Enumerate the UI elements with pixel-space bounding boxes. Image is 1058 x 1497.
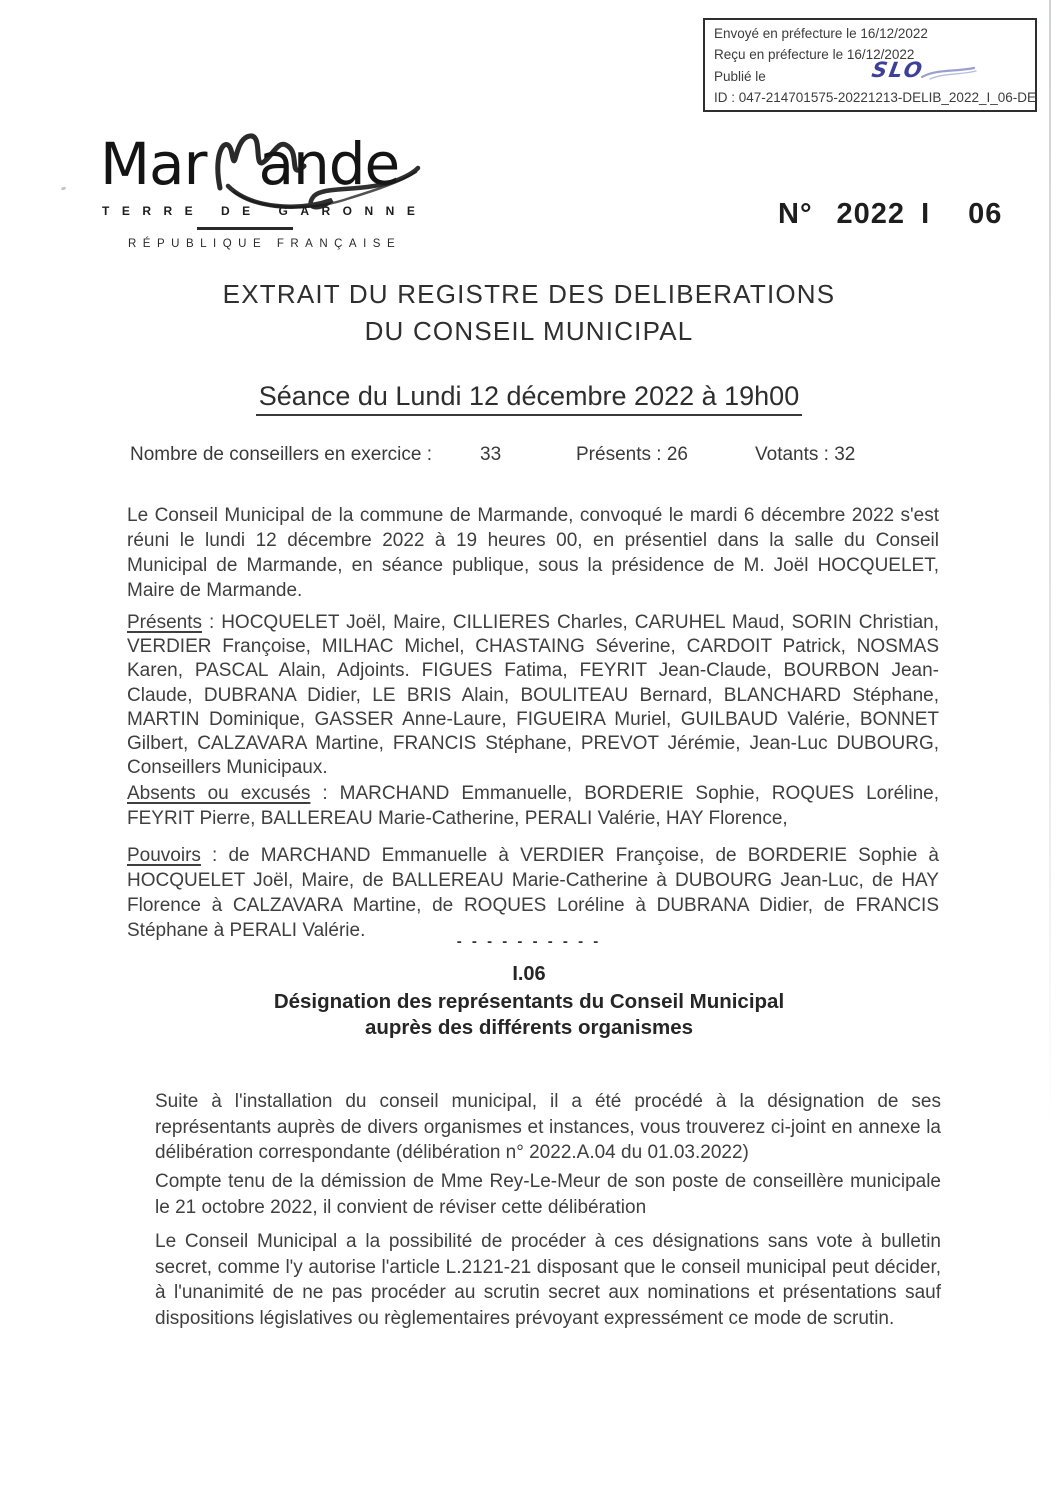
marmande-logo-name [100, 126, 430, 198]
presents-list: : HOCQUELET Joël, Maire, CILLIERES Charles, CARUHEL Maud, SORIN Christian, VERDIER Françoise, MILHAC Michel, CHASTAING Séverine, CARDOIT Patrick, NOSMAS Karen, PASCAL Alain, Adjoints. FIGUES Fatima, FEYRIT Jean-Claude, BOURBON Jean-Claude, DUBRANA Didier, LE BRIS Alain, BOULITEAU Bernard, BLANCHARD Stéphane, MARTIN Dominique, GASSER Anne-Laure, FIGUEIRA Muriel, GUILBAUD Valérie, BONNET Gilbert, CALZAVARA Martine, FRANCIS Stéphane, PREVOT Jérémie, Jean-Luc DUBOURG, Conseillers Municipaux. [127, 612, 939, 779]
section-code: I.06 [512, 963, 546, 985]
dashed-separator: - - - - - - - - - - [456, 933, 602, 950]
logo-republic: RÉPUBLIQUE FRANÇAISE [128, 238, 402, 250]
intro-paragraph: Le Conseil Municipal de la commune de Marmande, convoqué le mardi 6 décembre 2022 s'est réuni le lundi 12 décembre 2022 à 19 heures 00, en présentiel dans la salle du Conseil Municipal de Marmande, en séance publique, sous la présidence de M. Joël HOCQUELET, Maire de Marmande. [127, 505, 939, 601]
absents-list: : MARCHAND Emmanuelle, BORDERIE Sophie, ROQUES Loréline, FEYRIT Pierre, BALLEREAU Marie-Catherine, PERALI Valérie, HAY Florence, [127, 783, 939, 829]
title-line-2: DU CONSEIL MUNICIPAL [364, 316, 694, 346]
absents-paragraph [127, 781, 939, 831]
scan-edge-artifact [1049, 0, 1051, 1130]
stamp-id-line: ID : 047-214701575-20221213-DELIB_2022_I_06-DE [714, 89, 1036, 105]
section-heading-line-1: Désignation des représentants du Conseil Municipal [273, 990, 785, 1013]
pouvoirs-paragraph [127, 843, 939, 943]
marmande-logo [100, 126, 430, 261]
logo-name-suffix: ande [258, 130, 400, 198]
logo-divider [197, 227, 293, 230]
doc-number-year: 2022 [836, 198, 906, 230]
title-line-1: EXTRAIT DU REGISTRE DES DELIBERATIONS [222, 279, 836, 309]
counsellors-value: 33 [480, 444, 502, 465]
absents-label: Absents ou excusés [127, 783, 311, 804]
doc-number-prefix: N° [778, 198, 813, 230]
doc-number-roman: I [921, 198, 931, 230]
slo-logo-text: SLO [869, 58, 926, 83]
document-title [0, 276, 1058, 350]
presents-count: Présents : 26 [576, 444, 688, 465]
votants-count: Votants : 32 [755, 444, 856, 465]
counsellors-label: Nombre de conseillers en exercice : [130, 444, 433, 465]
stamp-received-line: Reçu en préfecture le 16/12/2022 [714, 47, 915, 63]
slo-logo [869, 58, 978, 83]
doc-number-num: 06 [968, 198, 1003, 230]
pouvoirs-list: : de MARCHAND Emmanuelle à VERDIER Françoise, de BORDERIE Sophie à HOCQUELET Joël, Maire, de BALLEREAU Marie-Catherine à DUBOURG Jean-Luc, de HAY Florence à CALZAVARA Martine, de ROQUES Loréline à DUBRANA Didier, de FRANCIS Stéphane à PERALI Valérie. [127, 845, 939, 941]
slo-swoosh-icon [920, 66, 978, 82]
scan-dot-artifact [61, 186, 67, 191]
prefecture-stamp [703, 18, 1037, 112]
deliberation-number [778, 198, 1002, 231]
session-heading-text: Séance du Lundi 12 décembre 2022 à 19h00 [256, 381, 802, 416]
section-paragraph: Suite à l'installation du conseil municipal, il a été procédé à la désignation de ses représentants auprès de divers organismes et instances, vous trouverez ci-joint en annexe la délibération correspondante (délibération n° 2022.A.04 du 01.03.2022) [155, 1091, 941, 1163]
stamp-sent-line: Envoyé en préfecture le 16/12/2022 [714, 26, 928, 41]
logo-tagline: TERRE DE GARONNE [102, 204, 428, 218]
pouvoirs-label: Pouvoirs [127, 845, 201, 866]
section-paragraph: Compte tenu de la démission de Mme Rey-Le-Meur de son poste de conseillère municipale le 21 octobre 2022, il convient de réviser cette délibération [155, 1171, 941, 1218]
presents-label: Présents [127, 612, 202, 633]
logo-name-prefix: Mar [100, 130, 207, 198]
session-heading [0, 381, 1058, 412]
section-paragraph: Le Conseil Municipal a la possibilité de procéder à ces désignations sans vote à bulletin secret, comme l'y autorise l'article L.2121-21 disposant que le conseil municipal peut décider, à l'unanimité de ne pas procéder au scrutin secret aux nominations et présentations sauf dispositions législatives ou règlementaires prévoyant expressément ce mode de scrutin. [155, 1231, 941, 1329]
presents-paragraph [127, 611, 939, 780]
section-heading-line-2: auprès des différents organismes [364, 1016, 694, 1039]
stamp-published-line: Publié le [714, 68, 766, 84]
